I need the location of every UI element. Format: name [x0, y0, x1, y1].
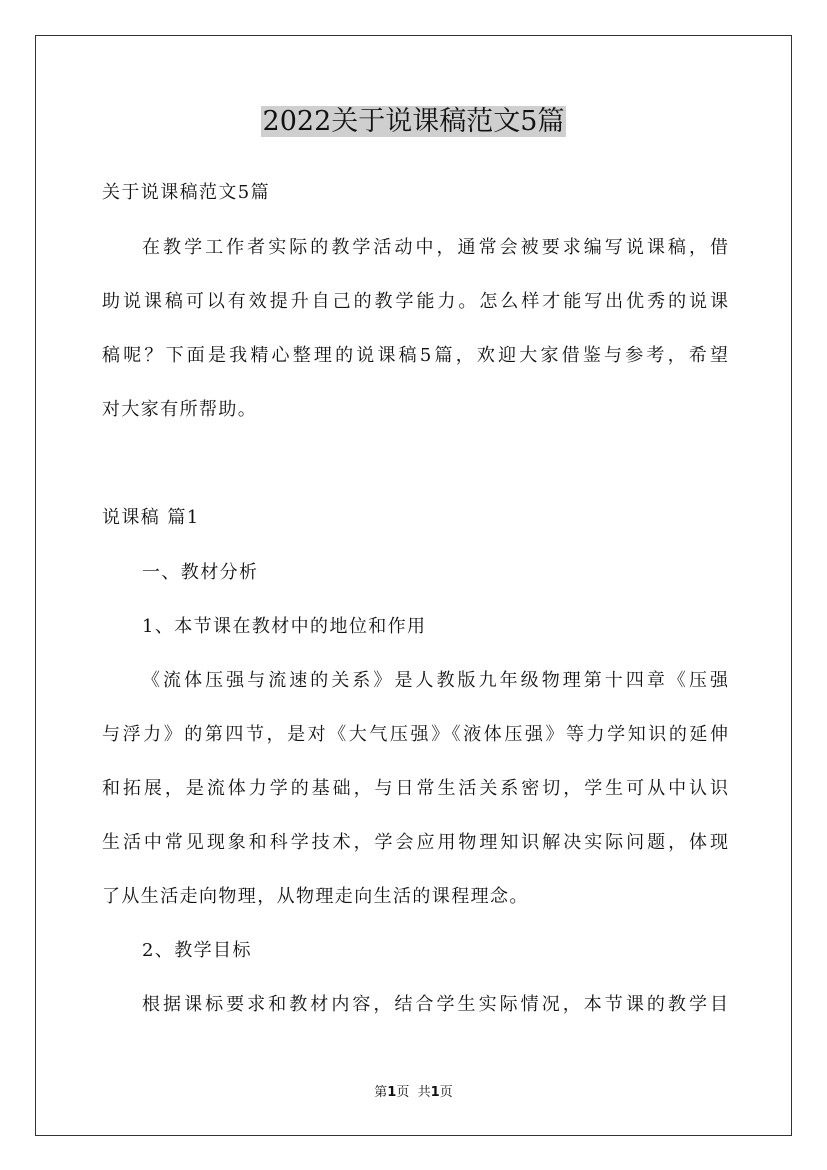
footer-page-suffix: 页: [396, 1085, 410, 1100]
document-title-text: 2022关于说课稿范文5篇: [262, 106, 565, 137]
part1-sub2-heading: 2、教学目标: [142, 940, 252, 961]
footer-total-number: 1: [430, 1085, 440, 1100]
part1-sub2-line: 根据课标要求和教材内容，结合学生实际情况，本节课的教学目: [142, 994, 728, 1015]
intro-line-3: 稿呢？下面是我精心整理的说课稿5篇，欢迎大家借鉴与参考，希望: [102, 345, 728, 366]
section-heading: 说课稿 篇1: [102, 507, 200, 528]
part1-heading: 一、教材分析: [142, 562, 259, 583]
document-subtitle: 关于说课稿范文5篇: [102, 182, 271, 203]
part1-paragraph-line-3: 和拓展，是流体力学的基础，与日常生活关系密切，学生可从中认识: [102, 778, 728, 799]
part1-paragraph-line-1: 《流体压强与流速的关系》是人教版九年级物理第十四章《压强: [142, 670, 728, 691]
footer-page-prefix: 第: [374, 1085, 388, 1100]
document-title: [0, 100, 827, 144]
part1-sub1-heading: 1、本节课在教材中的地位和作用: [142, 616, 427, 637]
part1-paragraph-line-4: 生活中常见现象和科学技术，学会应用物理知识解决实际问题，体现: [102, 832, 728, 853]
intro-line-2: 助说课稿可以有效提升自己的教学能力。怎么样才能写出优秀的说课: [102, 291, 728, 312]
part1-paragraph-line-5: 了从生活走向物理，从物理走向生活的课程理念。: [102, 886, 529, 907]
intro-line-1: 在教学工作者实际的教学活动中，通常会被要求编写说课稿，借: [142, 237, 728, 258]
intro-line-4: 对大家有所帮助。: [102, 399, 258, 420]
page-footer: [0, 1084, 827, 1102]
footer-page-number: 1: [387, 1085, 397, 1100]
footer-total-suffix: 页: [439, 1085, 453, 1100]
footer-total-prefix: 共: [417, 1085, 431, 1100]
part1-paragraph-line-2: 与浮力》的第四节，是对《大气压强》《液体压强》等力学知识的延伸: [102, 724, 728, 745]
